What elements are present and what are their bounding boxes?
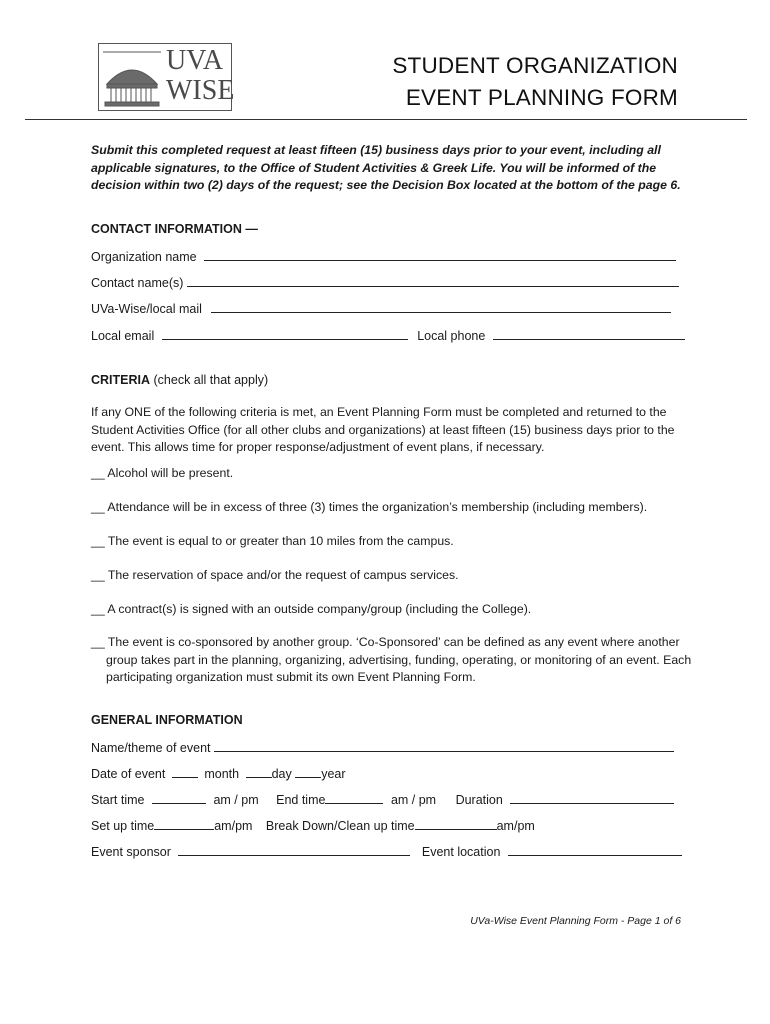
title-line-2: EVENT PLANNING FORM [405,85,678,110]
setup-label: Set up time [91,819,155,833]
header-divider [25,119,747,120]
sponsor-field[interactable] [178,843,410,856]
form-title [392,50,678,114]
phone-field[interactable] [493,327,685,340]
sponsor-label: Event sponsor [91,845,171,859]
date-year-field[interactable] [295,765,321,778]
general-heading: GENERAL INFORMATION [91,713,243,727]
mail-row [91,300,671,317]
month-label: month [204,767,240,781]
start-ampm-label: am / pm [213,793,259,807]
mail-label: UVa-Wise/local mail [91,302,202,316]
contact-names-field[interactable] [187,274,679,287]
end-time-label: End time [276,793,326,807]
setup-ampm-label: am/pm [214,819,253,833]
end-time-field[interactable] [325,791,383,804]
contact-names-label: Contact name(s) [91,276,184,290]
criteria-item-reservation[interactable]: __ The reservation of space and/or the request of campus services. [91,568,459,582]
setup-time-field[interactable] [154,817,214,830]
duration-field[interactable] [510,791,674,804]
criteria-heading-note: (check all that apply) [150,373,269,387]
org-name-field[interactable] [204,248,676,261]
start-time-field[interactable] [152,791,206,804]
time-row [91,791,674,808]
page-footer: UVa-Wise Event Planning Form - Page 1 of 6 [470,915,681,927]
criteria-item-distance[interactable]: __ The event is equal to or greater than 10 miles from the campus. [91,534,454,548]
rotunda-icon [99,44,165,110]
date-month-field[interactable] [172,765,198,778]
breakdown-ampm-label: am/pm [496,819,535,833]
location-label: Event location [421,845,501,859]
end-ampm-label: am / pm [390,793,437,807]
sponsor-location-row [91,843,682,860]
setup-row [91,817,535,834]
date-day-field[interactable] [246,765,272,778]
name-theme-label: Name/theme of event [91,741,211,755]
criteria-heading-label: CRITERIA [91,373,151,387]
name-theme-row [91,739,674,756]
duration-label: Duration [455,793,503,807]
title-line-1: STUDENT ORGANIZATION [392,53,678,78]
criteria-item-attendance[interactable]: __ Attendance will be in excess of three (3) times the organization’s membership (including members). [91,500,648,514]
year-label: year [321,767,346,781]
breakdown-label: Break Down/Clean up time [265,819,415,833]
uva-wise-logo [98,43,235,111]
criteria-intro: If any ONE of the following criteria is met, an Event Planning Form must be completed and returned to the Student Activities Office (for all other clubs and organizations) at least fifteen (15) business days prior to the event. This allows time for proper response/adjustment of event plans, if necessary. [91,405,675,454]
contact-names-row [91,274,679,291]
org-name-row [91,248,676,265]
email-label: Local email [91,329,155,343]
phone-label: Local phone [417,329,486,343]
breakdown-time-field[interactable] [415,817,497,830]
date-row [91,765,346,782]
intro-instructions: Submit this completed request at least fifteen (15) business days prior to your event, including all applicable signatures, to the Office of Student Activities & Greek Life. You will be informed of the decision within two (2) days of the request; see the Decision Box located at the bottom of the page 6. [91,143,681,192]
day-label: day [271,767,292,781]
email-phone-row [91,327,685,344]
name-theme-field[interactable] [214,739,674,752]
logo-text-wise: WISE [166,75,235,106]
criteria-item-alcohol[interactable]: __ Alcohol will be present. [91,466,234,480]
email-field[interactable] [162,327,408,340]
criteria-item-cosponsored[interactable]: __ The event is co-sponsored by another group. ‘Co-Sponsored’ can be defined as any event where another group takes part in the planning, organizing, advertising, funding, operating, or monitoring of an event. Each participating organization must submit its own Event Planning Form. [91,635,692,684]
criteria-heading [91,372,268,388]
mail-field[interactable] [211,300,671,313]
date-label: Date of event [91,767,166,781]
contact-heading: CONTACT INFORMATION — [91,222,258,236]
org-name-label: Organization name [91,250,197,264]
criteria-item-contract[interactable]: __ A contract(s) is signed with an outside company/group (including the College). [91,602,532,616]
location-field[interactable] [508,843,682,856]
logo-text-uva: UVA [166,45,224,76]
start-time-label: Start time [91,793,145,807]
